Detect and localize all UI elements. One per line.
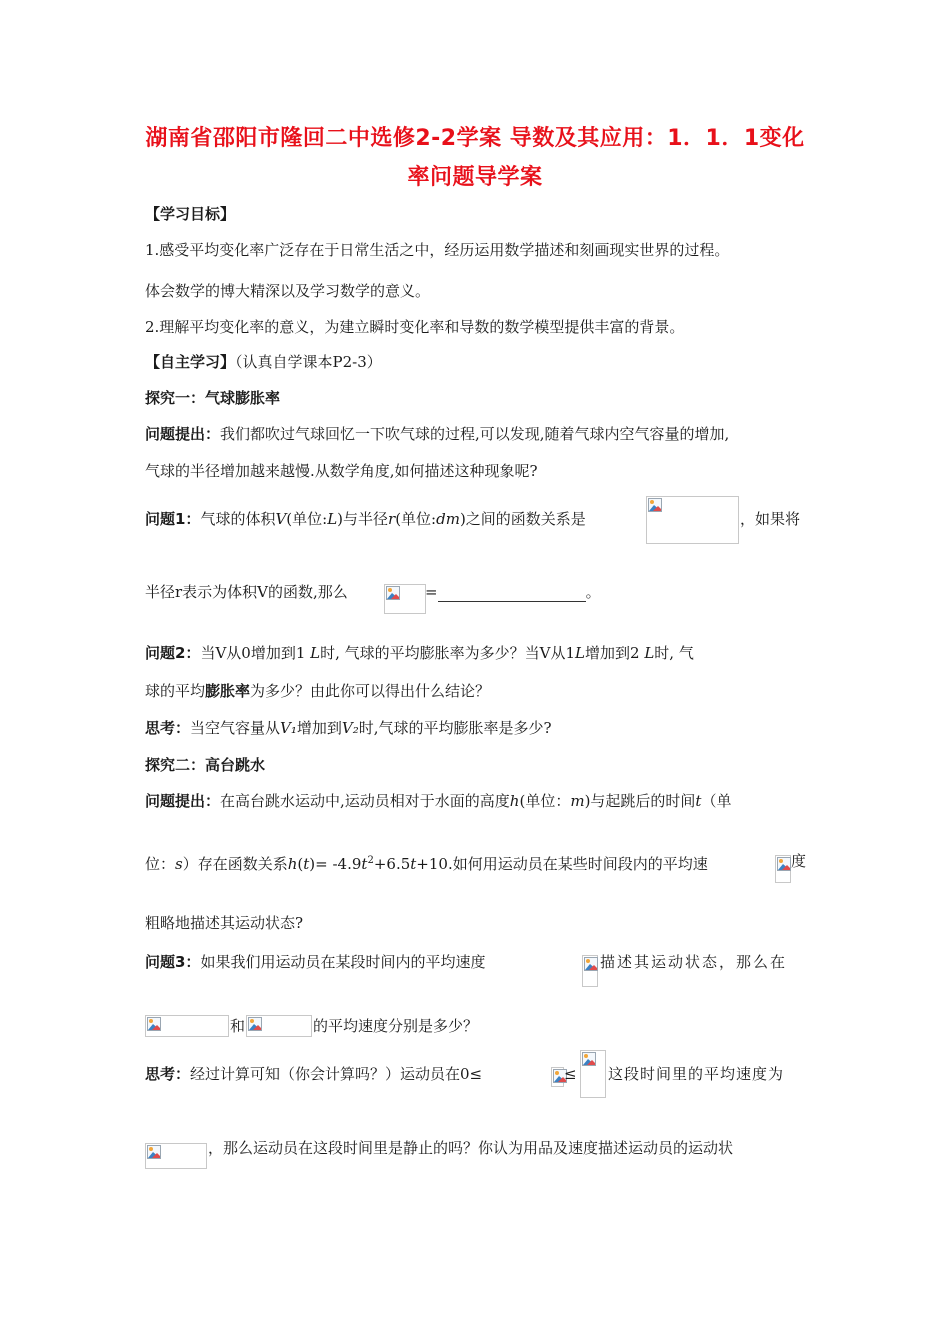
explore2-think-line2: ，那么运动员在这段时间里是静止的吗？你认为用品及速度描述运动员的运动状 xyxy=(208,1139,734,1157)
var-V2: V₂ xyxy=(341,719,359,737)
unit-L: L xyxy=(644,644,655,662)
think-text: 当空气容量从 xyxy=(190,719,281,737)
problem-text: ( xyxy=(297,855,304,873)
broken-image-icon xyxy=(248,1017,262,1031)
problem-text: 我们都吹过气球回忆一下吹气球的过程,可以发现,随着气球内空气容量的增加, xyxy=(220,425,730,443)
objective-1a: 1.感受平均变化率广泛存在于日常生活之中，经历运用数学描述和刻画现实世界的过程。 xyxy=(145,241,730,259)
formula-image-placeholder xyxy=(775,855,791,883)
problem-text: 位： xyxy=(145,855,176,873)
formula-image-placeholder xyxy=(582,955,598,987)
formula-image-placeholder xyxy=(246,1015,312,1037)
problem-text-end: 度 xyxy=(791,852,807,870)
q1-text: (单位: xyxy=(395,510,437,528)
q2-text: 当V从0增加到1 xyxy=(200,644,311,662)
q1-text: (单位: xyxy=(286,510,328,528)
q1-continue: ，如果将 xyxy=(740,510,801,528)
problem-text: 在高台跳水运动中,运动员相对于水面的高度 xyxy=(220,792,510,810)
var-t: t xyxy=(695,792,702,810)
q3-continue: 描述其运动状态，那么在 xyxy=(600,953,788,971)
broken-image-icon xyxy=(648,498,662,512)
unit-L: L xyxy=(575,644,585,662)
explore2-problem-line3: 粗略地描述其运动状态? xyxy=(145,914,304,932)
question-2-label: 问题2： xyxy=(145,644,201,662)
explore2-think-line1 xyxy=(145,1064,482,1084)
broken-image-icon xyxy=(777,857,791,871)
think-label: 思考： xyxy=(145,719,191,737)
question-3-line1 xyxy=(145,952,485,972)
unit-dm: dm xyxy=(436,510,460,528)
doc-title-line2: 率问题导学案 xyxy=(407,165,543,190)
var-h: h xyxy=(509,792,520,810)
answer-blank-line xyxy=(425,582,601,602)
explore1-problem-line1 xyxy=(145,424,729,444)
doc-title-line1: 湖南省邵阳市隆回二中选修2-2学案 导数及其应用：1．1．1变化 xyxy=(145,126,805,151)
var-V1: V₁ xyxy=(280,719,297,737)
problem-text: +6.5 xyxy=(373,855,411,873)
q3-text: 如果我们用运动员在某段时间内的平均速度 xyxy=(200,953,486,971)
q2-text: 增加到2 xyxy=(585,644,645,662)
problem-text: )= -4.9 xyxy=(309,855,362,873)
explore2-heading: 探究二：高台跳水 xyxy=(145,756,266,774)
problem-text: )与起跳后的时间 xyxy=(584,792,696,810)
broken-image-icon xyxy=(386,586,400,600)
explore1-think-line xyxy=(145,718,552,738)
answer-blank xyxy=(438,587,586,602)
q2-text: 时, 气 xyxy=(654,644,694,662)
think-text: 时,气球的平均膨胀率是多少? xyxy=(358,719,552,737)
explore2-problem-line2 xyxy=(145,851,708,874)
question-1-label: 问题1： xyxy=(145,510,201,528)
objective-2: 2.理解平均变化率的意义，为建立瞬时变化率和导数的数学模型提供丰富的背景。 xyxy=(145,318,685,336)
question-2-line1 xyxy=(145,643,694,663)
explore2-problem-line1 xyxy=(145,791,731,811)
formula-image-placeholder xyxy=(646,496,739,544)
var-t: t xyxy=(303,855,310,873)
le-sign: ≤ xyxy=(564,1065,577,1083)
q3-and: 和 xyxy=(230,1017,246,1035)
question-1-line2 xyxy=(145,582,348,602)
unit-L: L xyxy=(327,510,338,528)
q2-text: 球的平均 xyxy=(145,682,206,700)
broken-image-icon xyxy=(147,1145,161,1159)
formula-image-placeholder xyxy=(145,1015,229,1037)
think-label: 思考： xyxy=(145,1065,191,1083)
problem-text: (单位： xyxy=(519,792,571,810)
equals-sign: = xyxy=(425,583,438,601)
unit-m: m xyxy=(570,792,585,810)
q3-end: 的平均速度分别是多少？ xyxy=(313,1017,479,1035)
var-r: r xyxy=(388,510,396,528)
formula-image-placeholder xyxy=(384,584,426,614)
question-3-label: 问题3： xyxy=(145,953,201,971)
self-study-line xyxy=(145,352,382,372)
think-text: 增加到 xyxy=(296,719,342,737)
formula-image-placeholder xyxy=(580,1050,606,1098)
formula-image-placeholder xyxy=(551,1067,564,1087)
var-t: t xyxy=(361,855,368,873)
objectives-heading: 【学习目标】 xyxy=(145,205,236,223)
think-text: 经过计算可知（你会计算吗？）运动员在0≤ xyxy=(190,1065,483,1083)
broken-image-icon xyxy=(584,957,598,971)
self-study-heading: 【自主学习】 xyxy=(145,353,236,371)
q2-text: 时, 气球的平均膨胀率为多少？当V从1 xyxy=(320,644,576,662)
q1-text: )之间的函数关系是 xyxy=(459,510,586,528)
q1-text: 半径r表示为体积V的函数,那么 xyxy=(145,583,348,601)
var-V: V xyxy=(275,510,287,528)
explore1-heading: 探究一：气球膨胀率 xyxy=(145,389,281,407)
period: 。 xyxy=(585,583,601,601)
question-1-line1 xyxy=(145,509,586,529)
objective-1b: 体会数学的博大精深以及学习数学的意义。 xyxy=(145,282,431,300)
problem-label: 问题提出： xyxy=(145,792,221,810)
func-h: h xyxy=(287,855,298,873)
question-2-line2 xyxy=(145,681,490,701)
unit-L: L xyxy=(310,644,321,662)
q1-text: 气球的体积 xyxy=(200,510,276,528)
problem-text: （单 xyxy=(701,792,732,810)
broken-image-icon xyxy=(147,1017,161,1031)
q2-text: 为多少？由此你可以得出什么结论？ xyxy=(250,682,491,700)
unit-s: s xyxy=(175,855,183,873)
problem-label: 问题提出： xyxy=(145,425,221,443)
self-study-note: （认真自学课本P2-3） xyxy=(235,353,382,371)
formula-image-placeholder xyxy=(145,1143,207,1169)
q2-bold-term: 膨胀率 xyxy=(205,682,251,700)
exponent: 2 xyxy=(367,855,374,866)
think-continue: 这段时间里的平均速度为 xyxy=(608,1065,785,1083)
q1-text: )与半径 xyxy=(337,510,389,528)
explore1-problem-line2: 气球的半径增加越来越慢.从数学角度,如何描述这种现象呢? xyxy=(145,462,538,480)
var-t: t xyxy=(410,855,417,873)
problem-text: +10.如何用运动员在某些时间段内的平均速 xyxy=(416,855,708,873)
broken-image-icon xyxy=(582,1052,596,1066)
problem-text: ）存在函数关系 xyxy=(182,855,288,873)
